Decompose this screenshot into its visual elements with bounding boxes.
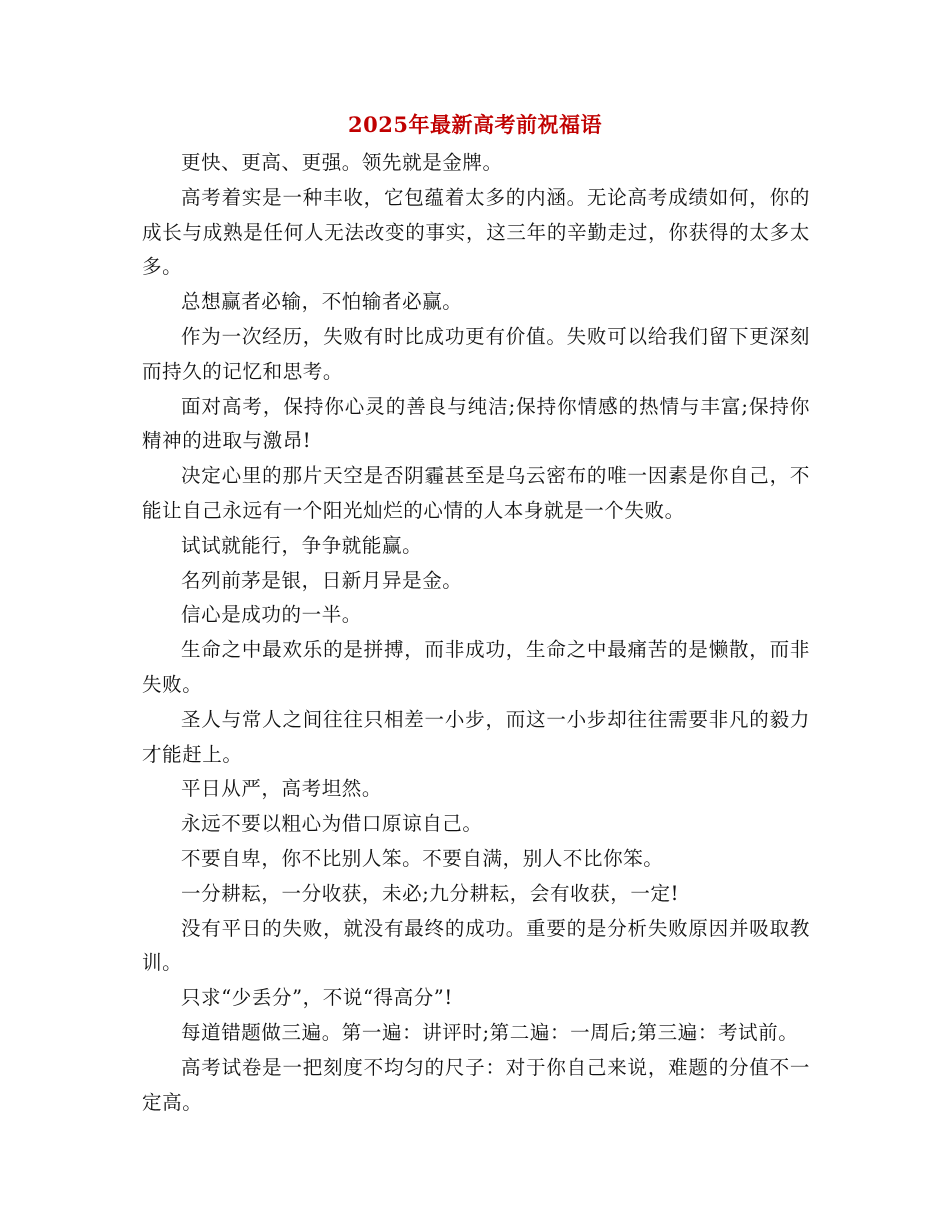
document-title: 2025年最新高考前祝福语 [348,112,602,137]
paragraph: 更快、更高、更强。领先就是金牌。 [181,151,503,174]
paragraph: 平日从严，高考坦然。 [181,777,383,801]
paragraph: 名列前茅是银，日新月异是金。 [181,568,463,592]
paragraph: 信心是成功的一半。 [181,603,362,627]
paragraph: 总想赢者必输，不怕输者必赢。 [181,290,463,314]
document-body [142,146,810,1120]
paragraph: 圣人与常人之间往往只相差一小步，而这一小步却往往需要非凡的毅力才能赶上。 [142,707,810,766]
paragraph: 生命之中最欢乐的是拼搏，而非成功，生命之中最痛苦的是懒散，而非失败。 [142,638,810,696]
paragraph: 试试就能行，争争就能赢。 [181,533,423,557]
paragraph: 永远不要以粗心为借口原谅自己。 [181,812,483,836]
paragraph: 面对高考，保持你心灵的善良与纯洁;保持你情感的热情与丰富;保持你精神的进取与激昂! [142,394,810,453]
paragraph: 作为一次经历，失败有时比成功更有价值。失败可以给我们留下更深刻而持久的记忆和思考。 [142,324,810,383]
paragraph: 一分耕耘，一分收获，未必;九分耕耘，会有收获，一定! [181,881,680,905]
paragraph: 不要自卑，你不比别人笨。不要自满，别人不比你笨。 [181,846,664,870]
paragraph: 高考试卷是一把刻度不均匀的尺子：对于你自己来说，难题的分值不一定高。 [142,1055,810,1114]
paragraph: 只求“少丢分”，不说“得高分”! [181,986,453,1010]
paragraph: 没有平日的失败，就没有最终的成功。重要的是分析失败原因并吸取教训。 [142,916,810,975]
paragraph: 每道错题做三遍。第一遍：讲评时;第二遍：一周后;第三遍：考试前。 [181,1020,799,1044]
paragraph: 高考着实是一种丰收，它包蕴着太多的内涵。无论高考成绩如何，你的成长与成熟是任何人无法改变的事实，这三年的辛勤走过，你获得的太多太多。 [142,185,810,279]
paragraph: 决定心里的那片天空是否阴霾甚至是乌云密布的唯一因素是你自己，不能让自己永远有一个阳光灿烂的心情的人本身就是一个失败。 [142,464,810,522]
